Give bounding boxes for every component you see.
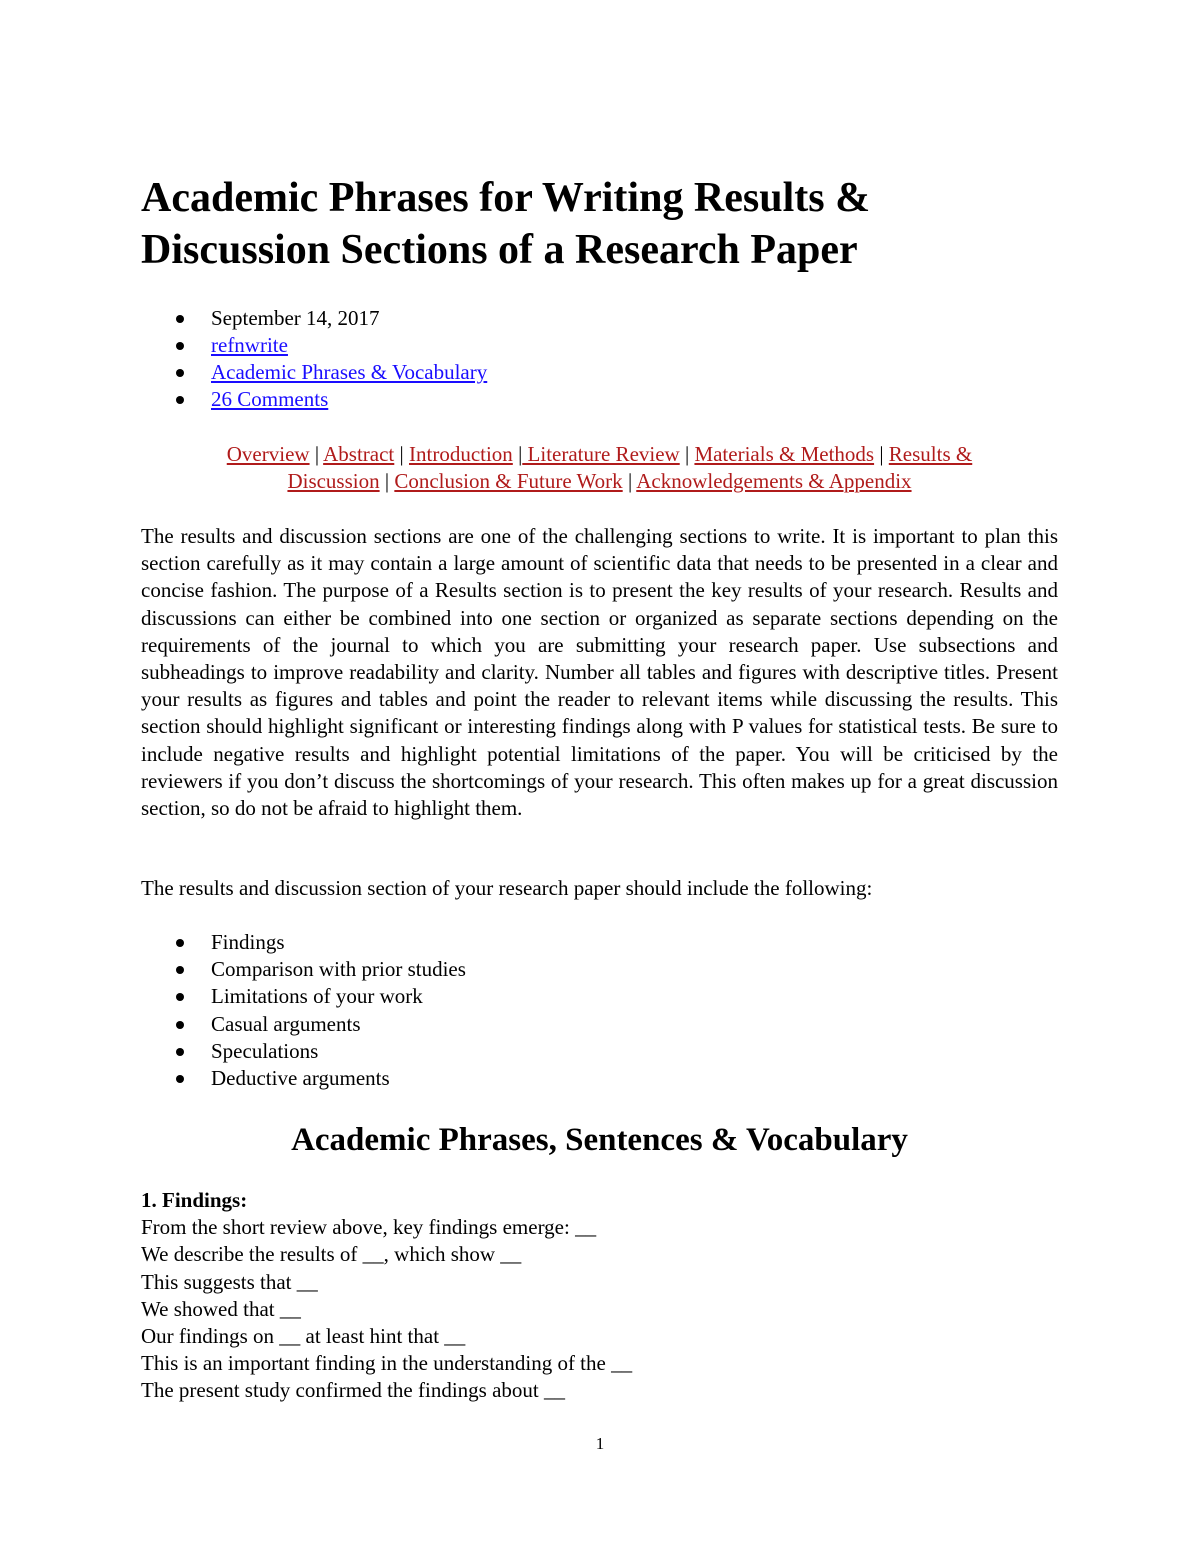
nav-acknowledgements-link[interactable]: Acknowledgements & Appendix xyxy=(636,469,912,493)
nav-materials-methods-link[interactable]: Materials & Methods xyxy=(694,442,875,466)
findings-line: We showed that __ xyxy=(141,1296,301,1321)
author-link[interactable]: refnwrite xyxy=(211,333,288,357)
nav-separator: | xyxy=(879,442,884,466)
post-author xyxy=(141,332,487,359)
list-item: Deductive arguments xyxy=(141,1065,466,1092)
category-link[interactable]: Academic Phrases & Vocabulary xyxy=(211,360,488,384)
list-item: Casual arguments xyxy=(141,1011,466,1038)
nav-separator: | xyxy=(518,442,523,466)
findings-section xyxy=(141,1187,1058,1405)
nav-conclusion-link[interactable]: Conclusion & Future Work xyxy=(394,469,623,493)
nav-discussion-link[interactable]: Discussion xyxy=(287,469,380,493)
list-item: Comparison with prior studies xyxy=(141,956,466,983)
nav-separator: | xyxy=(384,469,390,493)
nav-introduction-link[interactable]: Introduction xyxy=(409,442,513,466)
findings-line: Our findings on __ at least hint that __ xyxy=(141,1324,466,1349)
findings-line: This is an important finding in the understanding of the __ xyxy=(141,1351,633,1376)
section-navigation xyxy=(141,441,1058,495)
nav-separator: | xyxy=(399,442,404,466)
nav-overview-link[interactable]: Overview xyxy=(226,442,310,466)
post-date xyxy=(141,305,487,332)
findings-heading: 1. Findings: xyxy=(141,1188,248,1212)
title-line-1: Academic Phrases for Writing Results & xyxy=(141,175,871,221)
nav-separator: | xyxy=(684,442,690,466)
comments-link[interactable]: 26 Comments xyxy=(211,387,329,411)
nav-abstract-link[interactable]: Abstract xyxy=(323,442,395,466)
title-line-2: Discussion Sections of a Research Paper xyxy=(141,227,858,273)
lead-sentence: The results and discussion section of your research paper should include the following: xyxy=(141,876,873,900)
findings-line: This suggests that __ xyxy=(141,1269,318,1294)
post-comments xyxy=(141,386,487,413)
findings-line: We describe the results of __, which show __ xyxy=(141,1242,522,1267)
list-item: Speculations xyxy=(141,1038,466,1065)
findings-line: The present study confirmed the findings about __ xyxy=(141,1378,565,1403)
post-category xyxy=(141,359,487,386)
nav-results-link[interactable]: Results & xyxy=(888,442,973,466)
section-subheading: Academic Phrases, Sentences & Vocabulary xyxy=(291,1122,908,1158)
list-item: Limitations of your work xyxy=(141,983,466,1010)
section-items-list xyxy=(141,929,466,1092)
post-meta-list xyxy=(141,305,487,413)
list-item: Findings xyxy=(141,929,466,956)
intro-paragraph: The results and discussion sections are one of the challenging sections to write. It is important to plan this section carefully as it may contain a large amount of scientific data that needs to be presented in a clear and concise fashion. The purpose of a Results section is to present the key results of your research. Results and discussions can either be combined into one section or organized as separate sections depending on the requirements of the journal to which you are submitting your research paper. Use subsections and subheadings to improve readability and clarity. Number all tables and figures with descriptive titles. Present your results as figures and tables and point the reader to relevant items while discussing the results. This section should highlight significant or interesting findings along with P values for statistical tests. Be sure to include negative results and highlight potential limitations of the paper. You will be criticised by the reviewers if you don’t discuss the shortcomings of your research. This often makes up for a great discussion section, so do not be afraid to highlight them. xyxy=(141,524,1058,821)
nav-literature-review-link[interactable]: Literature Review xyxy=(522,442,680,466)
document-title xyxy=(141,172,1058,276)
nav-separator: | xyxy=(627,469,633,493)
findings-line: From the short review above, key findings emerge: __ xyxy=(141,1215,597,1240)
post-date-text: September 14, 2017 xyxy=(211,306,380,330)
nav-separator: | xyxy=(314,442,320,466)
page-number: 1 xyxy=(595,1434,605,1453)
